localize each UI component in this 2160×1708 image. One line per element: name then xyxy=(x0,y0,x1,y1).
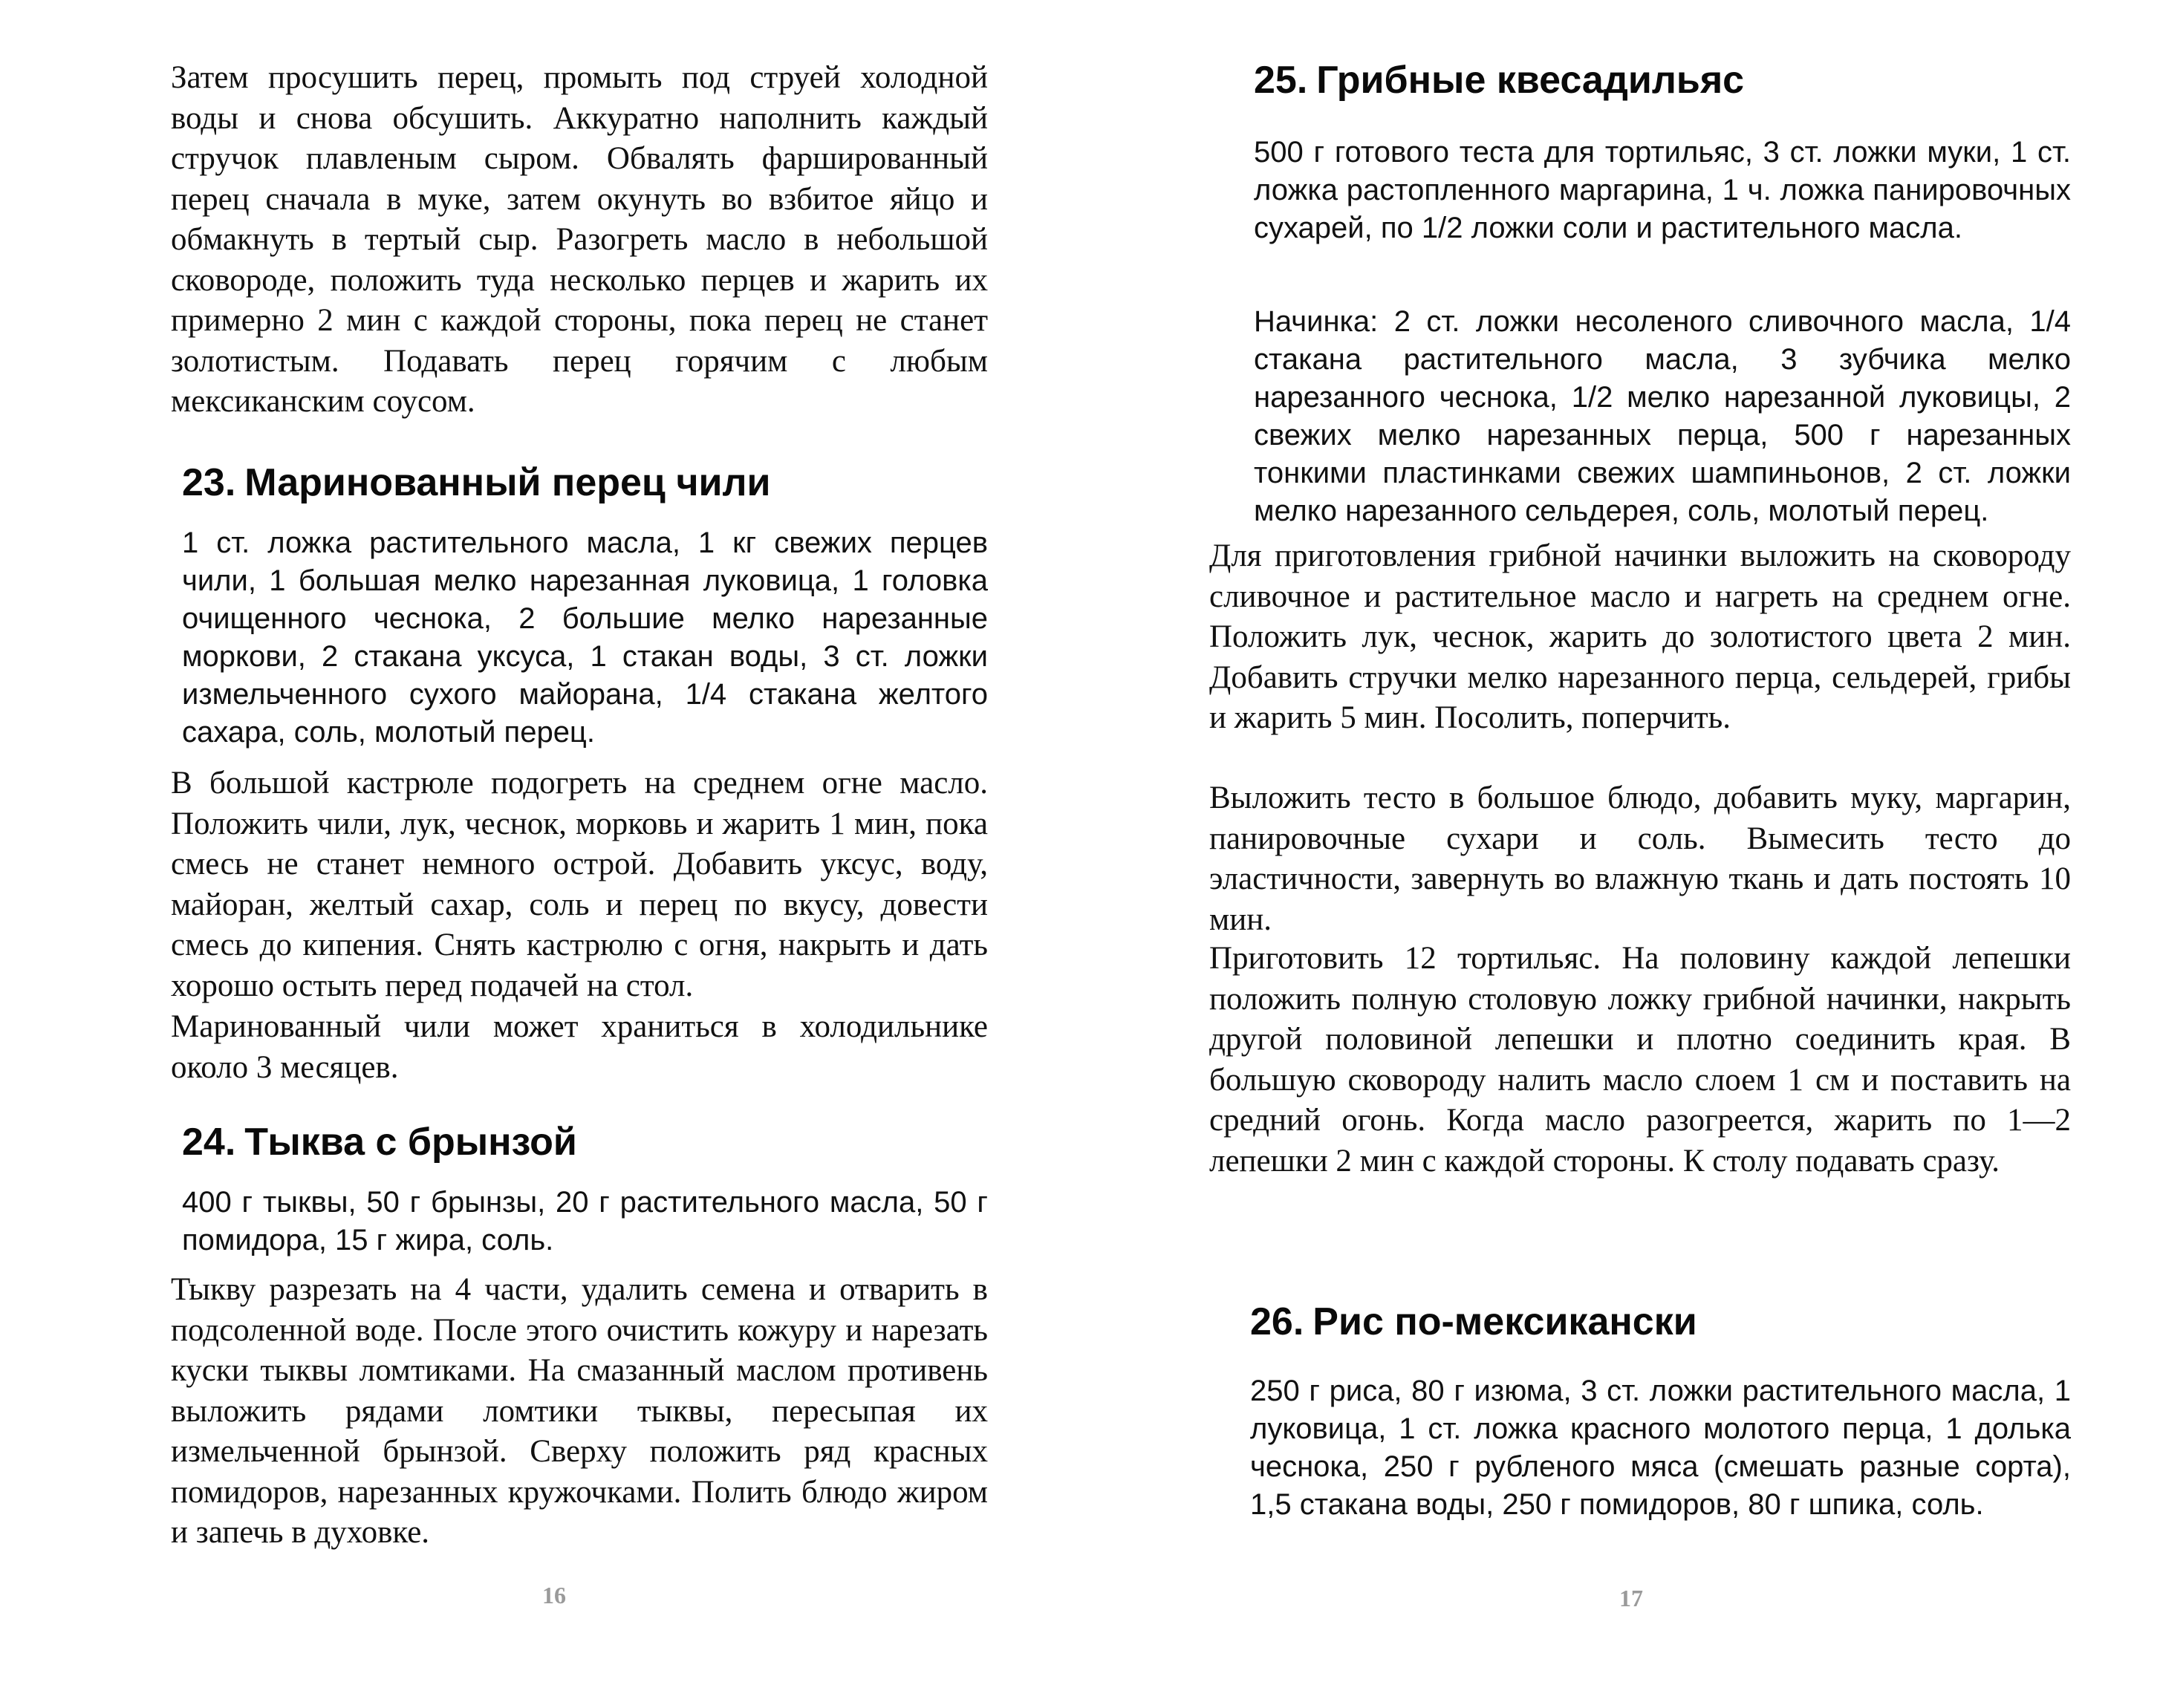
recipe-26-heading xyxy=(1250,1300,1697,1344)
recipe-23-step-2: Маринованный чили может храниться в холодильнике около 3 месяцев. xyxy=(171,1009,988,1085)
right-page xyxy=(1209,0,2072,1708)
recipe-26-ingredients: 250 г риса, 80 г изюма, 3 ст. ложки растительного масла, 1 луковица, 1 ст. ложка красного молотого перца, 1 долька чеснока, 250 г рубленого мяса (смешать разные сорта), 1,5 стакана воды, 250 г помидоров, 80 г шпика, соль. xyxy=(1250,1375,2071,1521)
left-page xyxy=(171,0,988,1708)
recipe-25-title: Грибные квесадильяс xyxy=(1316,59,1745,102)
recipe-23-title: Маринованный перец чили xyxy=(244,461,771,504)
recipe-25-number: 25. xyxy=(1254,59,1308,102)
recipe-26-title: Рис по-мексикански xyxy=(1312,1300,1697,1343)
intro-paragraph: Затем просушить перец, промыть под струей холодной воды и снова обсушить. Аккуратно наполнить каждый стручок плавленым сыром. Обвалять фаршированный перец сначала в муке, затем окунуть во взбитое яйцо и обмакнуть в тертый сыр. Разогреть масло в небольшой сковороде, положить туда несколько перцев и жарить их примерно 2 мин с каждой стороны, пока перец не станет золотистым. Подавать перец горячим с любым мексиканским соусом. xyxy=(171,60,988,419)
recipe-25-ingredients: 500 г готового теста для тортильяс, 3 ст. ложки муки, 1 ст. ложка растопленного маргарина, 1 ч. ложка панировочных сухарей, по 1/2 ложки соли и растительного масла. xyxy=(1254,136,2071,244)
recipe-24-number: 24. xyxy=(182,1121,236,1164)
recipe-25-step-3: Приготовить 12 тортильяс. На половину каждой лепешки положить полную столовую ложку грибной начинки, накрыть другой половиной лепешки и плотно соединить края. В большую сковороду налить масло слоем 1 см и поставить на средний огонь. Когда масло разогреется, жарить по 1—2 лепешки 2 мин с каждой стороны. К столу подавать сразу. xyxy=(1209,941,2071,1179)
recipe-23-ingredients: 1 ст. ложка растительного масла, 1 кг свежих перцев чили, 1 большая мелко нарезанная луковица, 1 головка очищенного чеснока, 2 большие мелко нарезанные моркови, 2 стакана уксуса, 1 стакан воды, 3 ст. ложки измельченного сухого майорана, 1/4 стакана желтого сахара, соль, молотый перец. xyxy=(182,527,988,749)
recipe-23-step-1: В большой кастрюле подогреть на среднем огне масло. Положить чили, лук, чеснок, морковь и жарить 1 мин, пока смесь не станет немного острой. Добавить уксус, воду, майоран, желтый сахар, соль и перец по вкусу, довести смесь до кипения. Снять кастрюлю с огня, накрыть и дать хорошо остыть перед подачей на стол. xyxy=(171,766,988,1003)
recipe-25-step-2: Выложить тесто в большое блюдо, добавить муку, маргарин, панировочные сухари и соль. Вымесить тесто до эластичности, завернуть во влажную ткань и дать постоять 10 мин. xyxy=(1209,780,2071,937)
recipe-25-filling: Начинка: 2 ст. ложки несоленого сливочного масла, 1/4 стакана растительного масла, 3 зубчика мелко нарезанного чеснока, 1/2 мелко нарезанной луковицы, 2 свежих мелко нарезанных перца, 500 г нарезанных тонкими пластинками свежих шампиньонов, 2 ст. ложки мелко нарезанного сельдерея, соль, молотый перец. xyxy=(1254,305,2071,527)
recipe-25-step-1: Для приготовления грибной начинки выложить на сковороду сливочное и растительное масло и нагреть на среднем огне. Положить лук, чеснок, жарить до золотистого цвета 2 мин. Добавить стручки мелко нарезанного перца, сельдерей, грибы и жарить 5 мин. Посолить, поперчить. xyxy=(1209,538,2071,735)
recipe-24-step-1: Тыкву разрезать на 4 части, удалить семена и отварить в подсоленной воде. После этого очистить кожуру и нарезать куски тыквы ломтиками. На смазанный маслом противень выложить рядами ломтики тыквы, пересыпая их измельченной брынзой. Сверху положить ряд красных помидоров, нарезанных кружочками. Полить блюдо жиром и запечь в духовке. xyxy=(171,1272,988,1550)
recipe-25-heading xyxy=(1254,58,1744,102)
recipe-24-heading xyxy=(182,1120,577,1164)
recipe-23-number: 23. xyxy=(182,461,236,504)
recipe-23-heading xyxy=(182,460,771,505)
page-number-left: 16 xyxy=(542,1582,566,1608)
recipe-26-number: 26. xyxy=(1250,1300,1304,1343)
recipe-24-ingredients: 400 г тыквы, 50 г брынзы, 20 г растительного масла, 50 г помидора, 15 г жира, соль. xyxy=(182,1186,988,1256)
page-number-right: 17 xyxy=(1619,1585,1643,1611)
recipe-24-title: Тыква с брынзой xyxy=(244,1121,577,1164)
